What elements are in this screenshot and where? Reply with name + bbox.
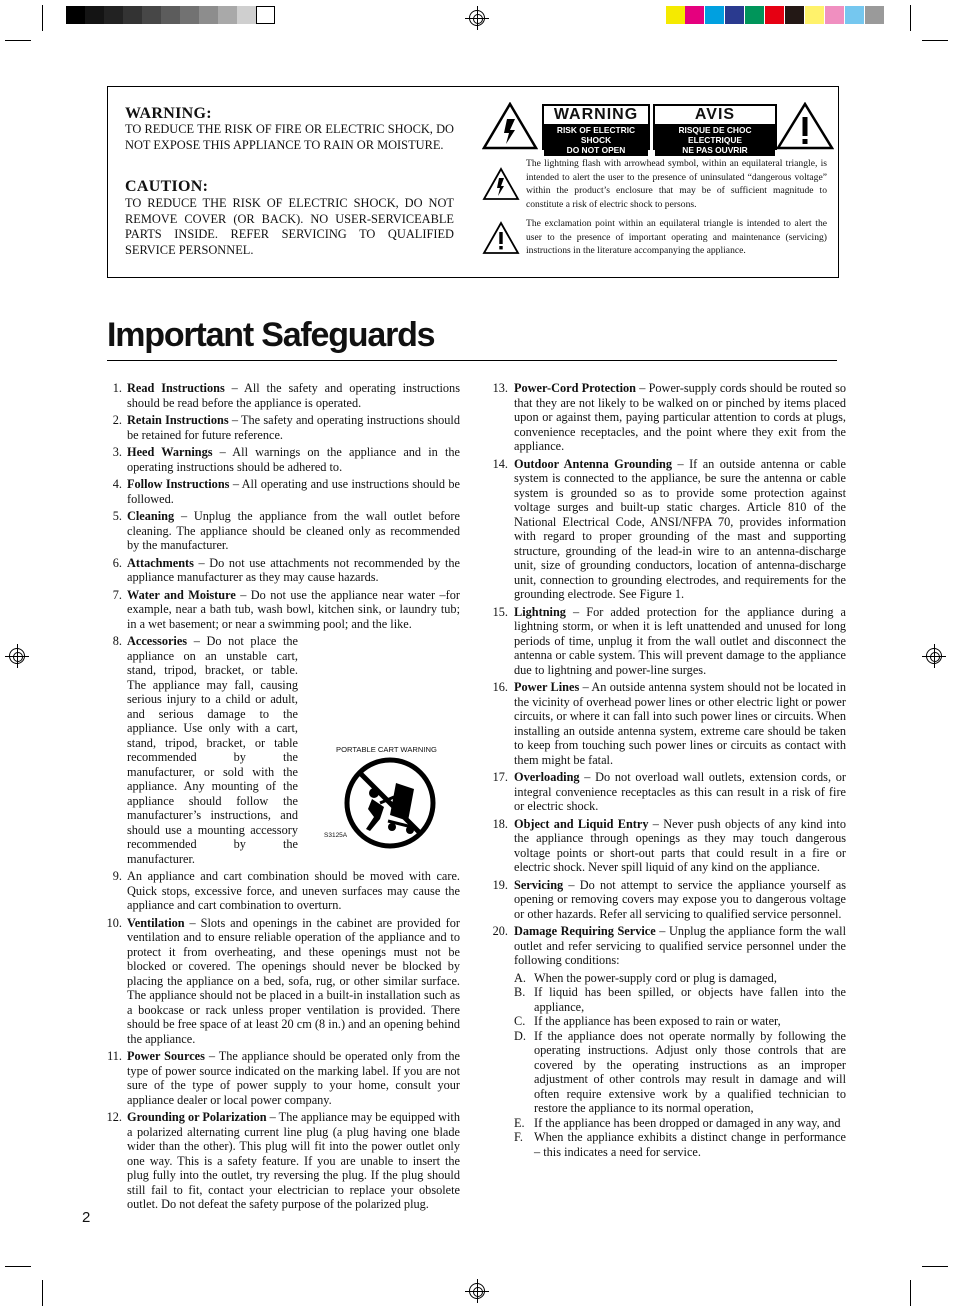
item-number: 3.	[112, 445, 122, 459]
crop-mark	[910, 5, 911, 31]
item-heading: Lightning	[514, 604, 566, 619]
cart-figure-code: S3125A	[324, 832, 348, 839]
registration-mark-icon	[469, 1283, 485, 1299]
item-number: 4.	[112, 477, 122, 491]
sub-list	[490, 971, 846, 1160]
color-swatch	[725, 6, 744, 24]
title-rule	[107, 360, 837, 361]
list-item	[107, 445, 460, 474]
portable-cart-figure	[322, 740, 462, 852]
item-text: – The safety and operating instructions should be retained for future reference.	[127, 413, 461, 442]
item-heading: Accessories	[127, 634, 188, 648]
item-heading: Overloading	[514, 770, 580, 784]
item-heading: Ventilation	[127, 915, 185, 930]
list-item	[490, 605, 846, 678]
gray-swatch	[237, 6, 256, 24]
gray-swatch	[85, 6, 104, 24]
crop-mark	[910, 1280, 911, 1306]
lightning-triangle-icon	[482, 102, 538, 150]
sub-item-text: When the appliance exhibits a distinct change in performance – this indicates a need for service.	[534, 1130, 846, 1159]
lightning-symbol-text: The lightning flash with arrowhead symbol, within an equilateral triangle, is intended to alert the user to the presence of uninsulated “dangerous voltage” within the product’s enclosure that may be of sufficient magnitude to constitute a risk of electric shock to persons.	[526, 158, 827, 210]
caution-text: TO REDUCE THE RISK OF ELECTRIC SHOCK, DO NOT REMOVE COVER (OR BACK). NO USER-SERVICEABLE PARTS INSIDE. REFER SERVICING TO QUALIFIED SERVICE PERSONNEL.	[125, 196, 454, 257]
crop-mark	[42, 1280, 43, 1306]
list-item	[490, 878, 846, 922]
sub-item-text: If the appliance has been exposed to rain or water,	[534, 1014, 781, 1028]
item-text: – Slots and openings in the cabinet are provided for ventilation and to ensure reliable operation of the appliance and to protect it from overheating, and these openings must not be blocked or covered. The openings should never be blocked by placing the appliance on a bed, sofa, rug, or other similar surface. The appliance should not be placed in a built-in installation such as a bookcase or rack unless proper ventilation is provided. There should be free space of at least 20 cm (8 in.) and an opening behind the appliance.	[127, 915, 460, 1046]
list-item	[107, 588, 460, 632]
item-heading: Cleaning	[127, 509, 175, 523]
item-heading: Outdoor Antenna Grounding	[514, 456, 673, 471]
color-swatch	[705, 6, 724, 24]
sub-item-letter: F.	[514, 1130, 523, 1144]
page-title: Important Safeguards	[107, 316, 435, 354]
gray-swatch	[256, 6, 275, 24]
list-item	[490, 381, 846, 454]
sub-list-item	[514, 985, 846, 1014]
item-number: 8.	[112, 634, 122, 648]
list-item	[107, 556, 460, 585]
item-text: – The appliance may be equipped with a polarized alternating current line plug (a plug having one blade wider than the other). This plug will fit into the power outlet only one way. This is a safety feature. If you are unable to insert the plug fully into the outlet, try reversing the plug. If the plug should still fail to fit, contact your electrician to replace your obsolete outlet. Do not defeat the safety purpose of the polarized plug.	[127, 1110, 460, 1211]
list-item	[107, 1049, 460, 1107]
list-item	[490, 457, 846, 602]
item-heading: Read Instructions	[127, 381, 225, 395]
gray-swatch	[218, 6, 237, 24]
item-text: – All the safety and operating instructions should be read before the appliance is operated.	[127, 381, 460, 410]
gray-swatch	[199, 6, 218, 24]
exclamation-triangle-small-icon	[482, 221, 520, 255]
registration-mark-icon	[926, 648, 942, 664]
crop-mark	[42, 5, 43, 31]
item-text: – Never push objects of any kind into the appliance through openings as they may touch dangerous voltage points or short-out parts that could result in a fire or electric shock. Never spill liquid of any kind on the appliance.	[514, 816, 846, 874]
item-text: – An outside antenna system should not be located in the vicinity of overhead power lines or other electric light or power circuits, or where it can fall into such power lines or circuits. When installing an outside antenna system, extreme care should be taken to keep from touching such power lines or circuits as contact with them might be fatal.	[514, 680, 846, 767]
color-swatch	[666, 6, 685, 24]
item-heading: Power Sources	[127, 1049, 205, 1063]
item-number: 2.	[112, 413, 122, 427]
list-item	[490, 770, 846, 814]
item-text: – Do not overload wall outlets, extension cords, or integral convenience receptacles as this can result in a risk of fire or electric shock.	[514, 770, 846, 813]
gray-swatch	[161, 6, 180, 24]
gray-swatch	[180, 6, 199, 24]
cart-figure-caption: PORTABLE CART WARNING	[336, 745, 437, 754]
gray-swatch	[66, 6, 85, 24]
list-item	[490, 817, 846, 875]
item-text: An appliance and cart combination should be moved with care. Quick stops, excessive force, and uneven surfaces may cause the appliance and cart combination to overturn.	[127, 869, 460, 912]
item-number: 7.	[112, 587, 122, 602]
color-swatch	[805, 6, 824, 24]
sub-list-item	[514, 971, 846, 986]
list-item	[490, 924, 846, 968]
item-text: – Unplug the appliance form the wall outlet and refer servicing to qualified service personnel under the following conditions:	[514, 924, 846, 967]
item-heading: Damage Requiring Service	[514, 924, 656, 938]
gray-swatch	[123, 6, 142, 24]
item-text: – Unplug the appliance from the wall outlet before cleaning. The appliance should be cleaned only as recommended by the manufacturer.	[127, 509, 460, 552]
sub-item-letter: B.	[514, 985, 526, 999]
avis-label-sub	[655, 124, 775, 156]
avis-label-title: AVIS	[694, 106, 736, 123]
warning-text: TO REDUCE THE RISK OF FIRE OR ELECTRIC SHOCK, DO NOT EXPOSE THIS APPLIANCE TO RAIN OR MOISTURE.	[125, 122, 454, 152]
sub-item-letter: E.	[514, 1115, 525, 1130]
list-item	[107, 477, 460, 506]
page-number: 2	[82, 1209, 91, 1226]
registration-mark-icon	[9, 648, 25, 664]
list-item	[107, 413, 460, 442]
sub-list-item	[514, 1014, 846, 1029]
item-number: 15.	[492, 604, 508, 619]
list-item	[107, 381, 460, 410]
sub-list-item	[514, 1130, 846, 1159]
gray-swatch	[104, 6, 123, 24]
item-heading: Heed Warnings	[127, 445, 213, 459]
item-number: 6.	[112, 555, 122, 570]
item-number: 17.	[492, 770, 508, 784]
color-swatch	[765, 6, 784, 24]
warning-label-sub	[544, 124, 648, 156]
item-heading: Grounding or Polarization	[127, 1110, 267, 1124]
sub-item-text: When the power-supply cord or plug is damaged,	[534, 970, 777, 985]
item-heading: Object and Liquid Entry	[514, 816, 649, 831]
item-heading: Follow Instructions	[127, 477, 230, 491]
color-swatch	[865, 6, 884, 24]
warning-heading: WARNING:	[125, 105, 212, 122]
item-number: 9.	[112, 869, 122, 883]
warning-label-line1: RISK OF ELECTRIC SHOCK	[556, 125, 636, 145]
warning-box	[107, 86, 839, 278]
sub-item-text: If the appliance has been dropped or damaged in any way, and	[534, 1115, 841, 1130]
item-text: – Do not place the appliance on an unstable cart, stand, tripod, bracket, or table. The appliance may fall, causing serious injury to a child or adult, and serious damage to the appliance. Use only with a cart, stand, tripod, bracket, or table recommended by the manufacturer, or sold with the appliance. Any mounting of the appliance should follow the manufacturer’s instructions, and should use a mounting accessory recommended by the manufacturer.	[127, 634, 298, 866]
sub-item-text: If the appliance does not operate normally by following the operating instructions. Adjust only those controls that are covered by the operating instructions as an improper adjustment of other controls may result in damage and will often require extensive work by a qualified technician to restore the appliance to its normal operation,	[534, 1028, 846, 1115]
color-swatch	[745, 6, 764, 24]
list-item	[107, 1110, 460, 1212]
lightning-triangle-small-icon	[482, 167, 520, 201]
registration-mark-icon	[469, 10, 485, 26]
sub-list-item	[514, 1029, 846, 1116]
item-heading: Retain Instructions	[127, 413, 229, 427]
item-text: – If an outside antenna or cable system is connected to the appliance, be sure the antenna or cable system is grounded so as to provide some protection against voltage surges and built-up static charges. Article 810 of the National Electrical Code, ANSI/NFPA 70, provides information with regard to proper grounding of the mast and supporting structure, grounding of the lead-in wire to an antenna-discharge unit, size of grounding conductors, location of antenna-discharge unit, connection to grounding electrodes, and requirements for the grounding electrode. See Figure 1.	[514, 456, 847, 601]
exclamation-symbol-text: The exclamation point within an equilateral triangle is intended to alert the user to the presence of important operating and maintenance (servicing) instructions in the literature accompanying the appliance.	[526, 218, 827, 257]
item-heading: Power-Cord Protection	[514, 381, 637, 395]
item-number: 14.	[492, 456, 508, 471]
item-number: 12.	[106, 1110, 122, 1124]
crop-mark	[922, 40, 948, 41]
item-text: – The appliance should be operated only from the type of power source indicated on the marking label. If you are not sure of the type of power supply to your home, consult your appliance dealer or local power company.	[127, 1049, 461, 1107]
crop-mark	[5, 40, 31, 41]
color-swatch	[845, 6, 864, 24]
item-number: 13.	[492, 381, 508, 395]
item-number: 11.	[107, 1049, 122, 1063]
color-swatch	[685, 6, 704, 24]
item-text: – Do not use attachments not recommended by the appliance manufacturer as they may cause hazards.	[127, 555, 460, 584]
caution-heading: CAUTION:	[125, 178, 209, 195]
item-text: – Do not use the appliance near water –for example, near a bath tub, wash bowl, kitchen sink, or laundry tub; in a wet basement; or near a swimming pool; and the like.	[127, 587, 460, 631]
list-item	[107, 916, 460, 1047]
item-text: – For added protection for the appliance during a lightning storm, or when it is left unattended and unused for long periods of time, unplug it from the wall outlet and disconnect the antenna or cable system. This will prevent damage to the appliance due to lightning and power-line surges.	[514, 604, 846, 677]
avis-label	[653, 104, 777, 155]
item-text: – Power-supply cords should be routed so that they are not likely to be walked on or pinched by items placed upon or against them, paying particular attention to cords at plugs, convenience receptacles, and the point where they exit from the appliance.	[514, 381, 846, 453]
item-text: – Do not attempt to service the appliance yourself as opening or removing covers may expose you to dangerous voltage or other hazards. Refer all servicing to qualified service personnel.	[514, 877, 846, 921]
list-item	[490, 680, 846, 767]
warning-label-line2: DO NOT OPEN	[566, 145, 626, 155]
item-number: 16.	[492, 680, 508, 694]
item-number: 10.	[106, 915, 122, 930]
color-swatch	[785, 6, 804, 24]
sub-item-letter: C.	[514, 1014, 526, 1028]
item-heading: Water and Moisture	[127, 587, 236, 602]
item-heading: Power Lines	[514, 680, 580, 694]
color-swatch	[825, 6, 844, 24]
item-text: – All warnings on the appliance and in the operating instructions should be adhered to.	[127, 445, 460, 474]
list-item	[107, 869, 460, 913]
item-number: 5.	[112, 509, 122, 523]
exclamation-triangle-icon	[776, 102, 834, 150]
cart-tipover-icon	[344, 757, 436, 849]
item-number: 18.	[492, 816, 508, 831]
crop-mark	[5, 1266, 31, 1267]
sub-item-letter: A.	[514, 970, 526, 985]
item-heading: Servicing	[514, 877, 564, 892]
list-item	[107, 509, 460, 553]
warning-label	[542, 104, 650, 155]
right-column	[490, 381, 846, 1159]
crop-mark	[922, 1266, 948, 1267]
avis-label-line1: RISQUE DE CHOC ELECTRIQUE	[678, 125, 752, 145]
item-text: – All operating and use instructions should be followed.	[127, 477, 461, 506]
sub-item-text: If liquid has been spilled, or objects have fallen into the appliance,	[534, 985, 846, 1014]
sub-item-letter: D.	[514, 1028, 526, 1043]
warning-label-title: WARNING	[553, 106, 639, 123]
sub-list-item	[514, 1116, 846, 1131]
item-number: 19.	[492, 877, 508, 892]
gray-swatch	[142, 6, 161, 24]
item-number: 1.	[112, 381, 122, 395]
avis-label-line2: NE PAS OUVRIR	[682, 145, 748, 155]
item-heading: Attachments	[127, 555, 194, 570]
item-number: 20.	[492, 924, 508, 938]
